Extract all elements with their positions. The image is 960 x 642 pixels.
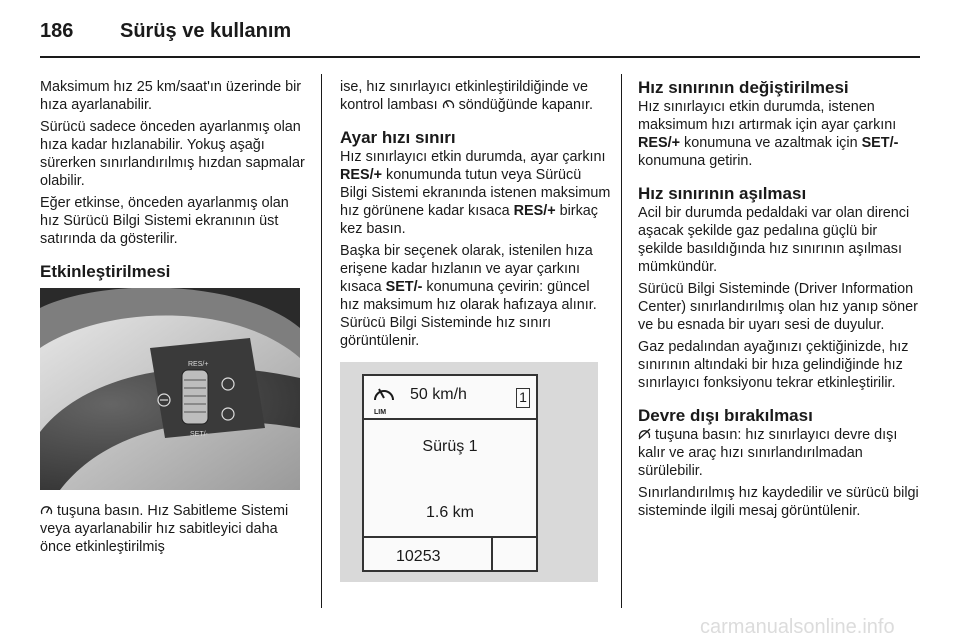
paragraph: Gaz pedalından ayağınızı çektiğinizde, hız sınırının altındaki bir hıza gelindiğinde hız sınırlayıcı fonksiyonu tekrar etkinleştirilir. [638,339,909,391]
column-2 [340,78,612,582]
cruise-control-icon [40,503,53,515]
column-divider-2 [621,74,622,608]
paragraph: ise, hız sınırlayıcı etkinleştirildiğinde ve kontrol lambası söndüğünde kapanır. [340,79,594,113]
column-divider-1 [321,74,322,608]
speed-limiter-icon [442,97,455,109]
paragraph: Sürücü sadece önceden ayarlanmış olan hıza kadar hızlanabilir. Yokuş aşağı sürerken sınırlandırılmış hızdan sapmalar olabilir. [40,119,305,189]
paragraph: tuşuna basın. Hız Sabitleme Sistemi veya ayarlanabilir hız sabitleyici daha önce etkinleştirilmiş [40,503,289,555]
paragraph: Sürücü Bilgi Sisteminde (Driver Information Center) sınırlandırılmış olan hız yanıp söner ve bu esnada bir uyarı sesi de duyulur. [638,281,918,333]
instrument-cluster-display-illustration [340,362,598,582]
steering-wheel-illustration [40,288,300,490]
paragraph: Acil bir durumda pedaldaki var olan direnci aşacak şekilde gaz pedalına güçlü bir şekilde basıldığında hız sınırının aşılması mümkündür. [638,205,910,275]
driver-information-screen [362,374,538,572]
page-header [40,14,920,58]
trip-label: Sürüş 1 [422,438,478,455]
column-3 [638,78,920,524]
section-heading-set-speed-limit: Ayar hızı sınırı [340,128,456,147]
page-number: 186 [40,20,74,42]
paragraph: Sınırlandırılmış hız kaydedilir ve sürücü bilgi sisteminde ilgili mesaj görüntülenir. [638,485,919,519]
limiter-lim-label: LIM [374,409,387,416]
limiter-off-icon [638,427,651,439]
column-1 [40,78,308,560]
odometer-value: 10253 [396,548,441,565]
paragraph: Başka bir seçenek olarak, istenilen hıza erişene kadar hızlanın ve ayar çarkını kısaca SET/- konumuna çevirin: güncel hız maksimum hız olarak hafızaya alınır. Sürücü Bilgi Sisteminde hız sınırı görüntülenir. [340,243,597,349]
chapter-title: Sürüş ve kullanım [120,20,292,42]
screen-divider [364,418,536,420]
header-divider [40,56,920,58]
watermark: carmanualsonline.info [700,616,895,638]
trip-distance: 1.6 km [425,504,474,521]
paragraph: Hız sınırlayıcı etkin durumda, istenen maksimum hızı artırmak için ayar çarkını RES/+ konumuna ve azaltmak için SET/- konumuna getirin. [638,99,899,169]
section-heading-exceed-limit: Hız sınırının aşılması [638,184,807,203]
section-heading-change-limit: Hız sınırının değiştirilmesi [638,78,849,97]
limit-speed-value: 50 km/h [410,386,467,403]
screen-top-row [364,376,536,418]
paragraph: tuşuna basın: hız sınırlayıcı devre dışı kalır ve araç hızı sınırlandırılmadan sürülebilir. [638,427,898,479]
res-label-on-wheel: RES/+ [188,361,209,368]
paragraph: Hız sınırlayıcı etkin durumda, ayar çarkını RES/+ konumunda tutun veya Sürücü Bilgi Sistemi ekranında istenen maksimum hız görünene kadar kısaca RES/+ birkaç kez basın. [340,149,611,237]
section-heading-deactivation: Devre dışı bırakılması [638,406,813,425]
paragraph: Maksimum hız 25 km/saat'ın üzerinde bir hıza ayarlanabilir. [40,79,302,113]
set-label-on-wheel: SET/- [190,431,208,438]
gear-indicator: 1 [516,388,530,408]
paragraph: Eğer etkinse, önceden ayarlanmış olan hız Sürücü Bilgi Sistemi ekranının üst satırında da gösterilir. [40,195,289,247]
section-heading-activation: Etkinleştirilmesi [40,262,171,281]
screen-divider [364,536,536,538]
steering-wheel-drawing [40,288,300,490]
screen-divider [491,538,493,572]
